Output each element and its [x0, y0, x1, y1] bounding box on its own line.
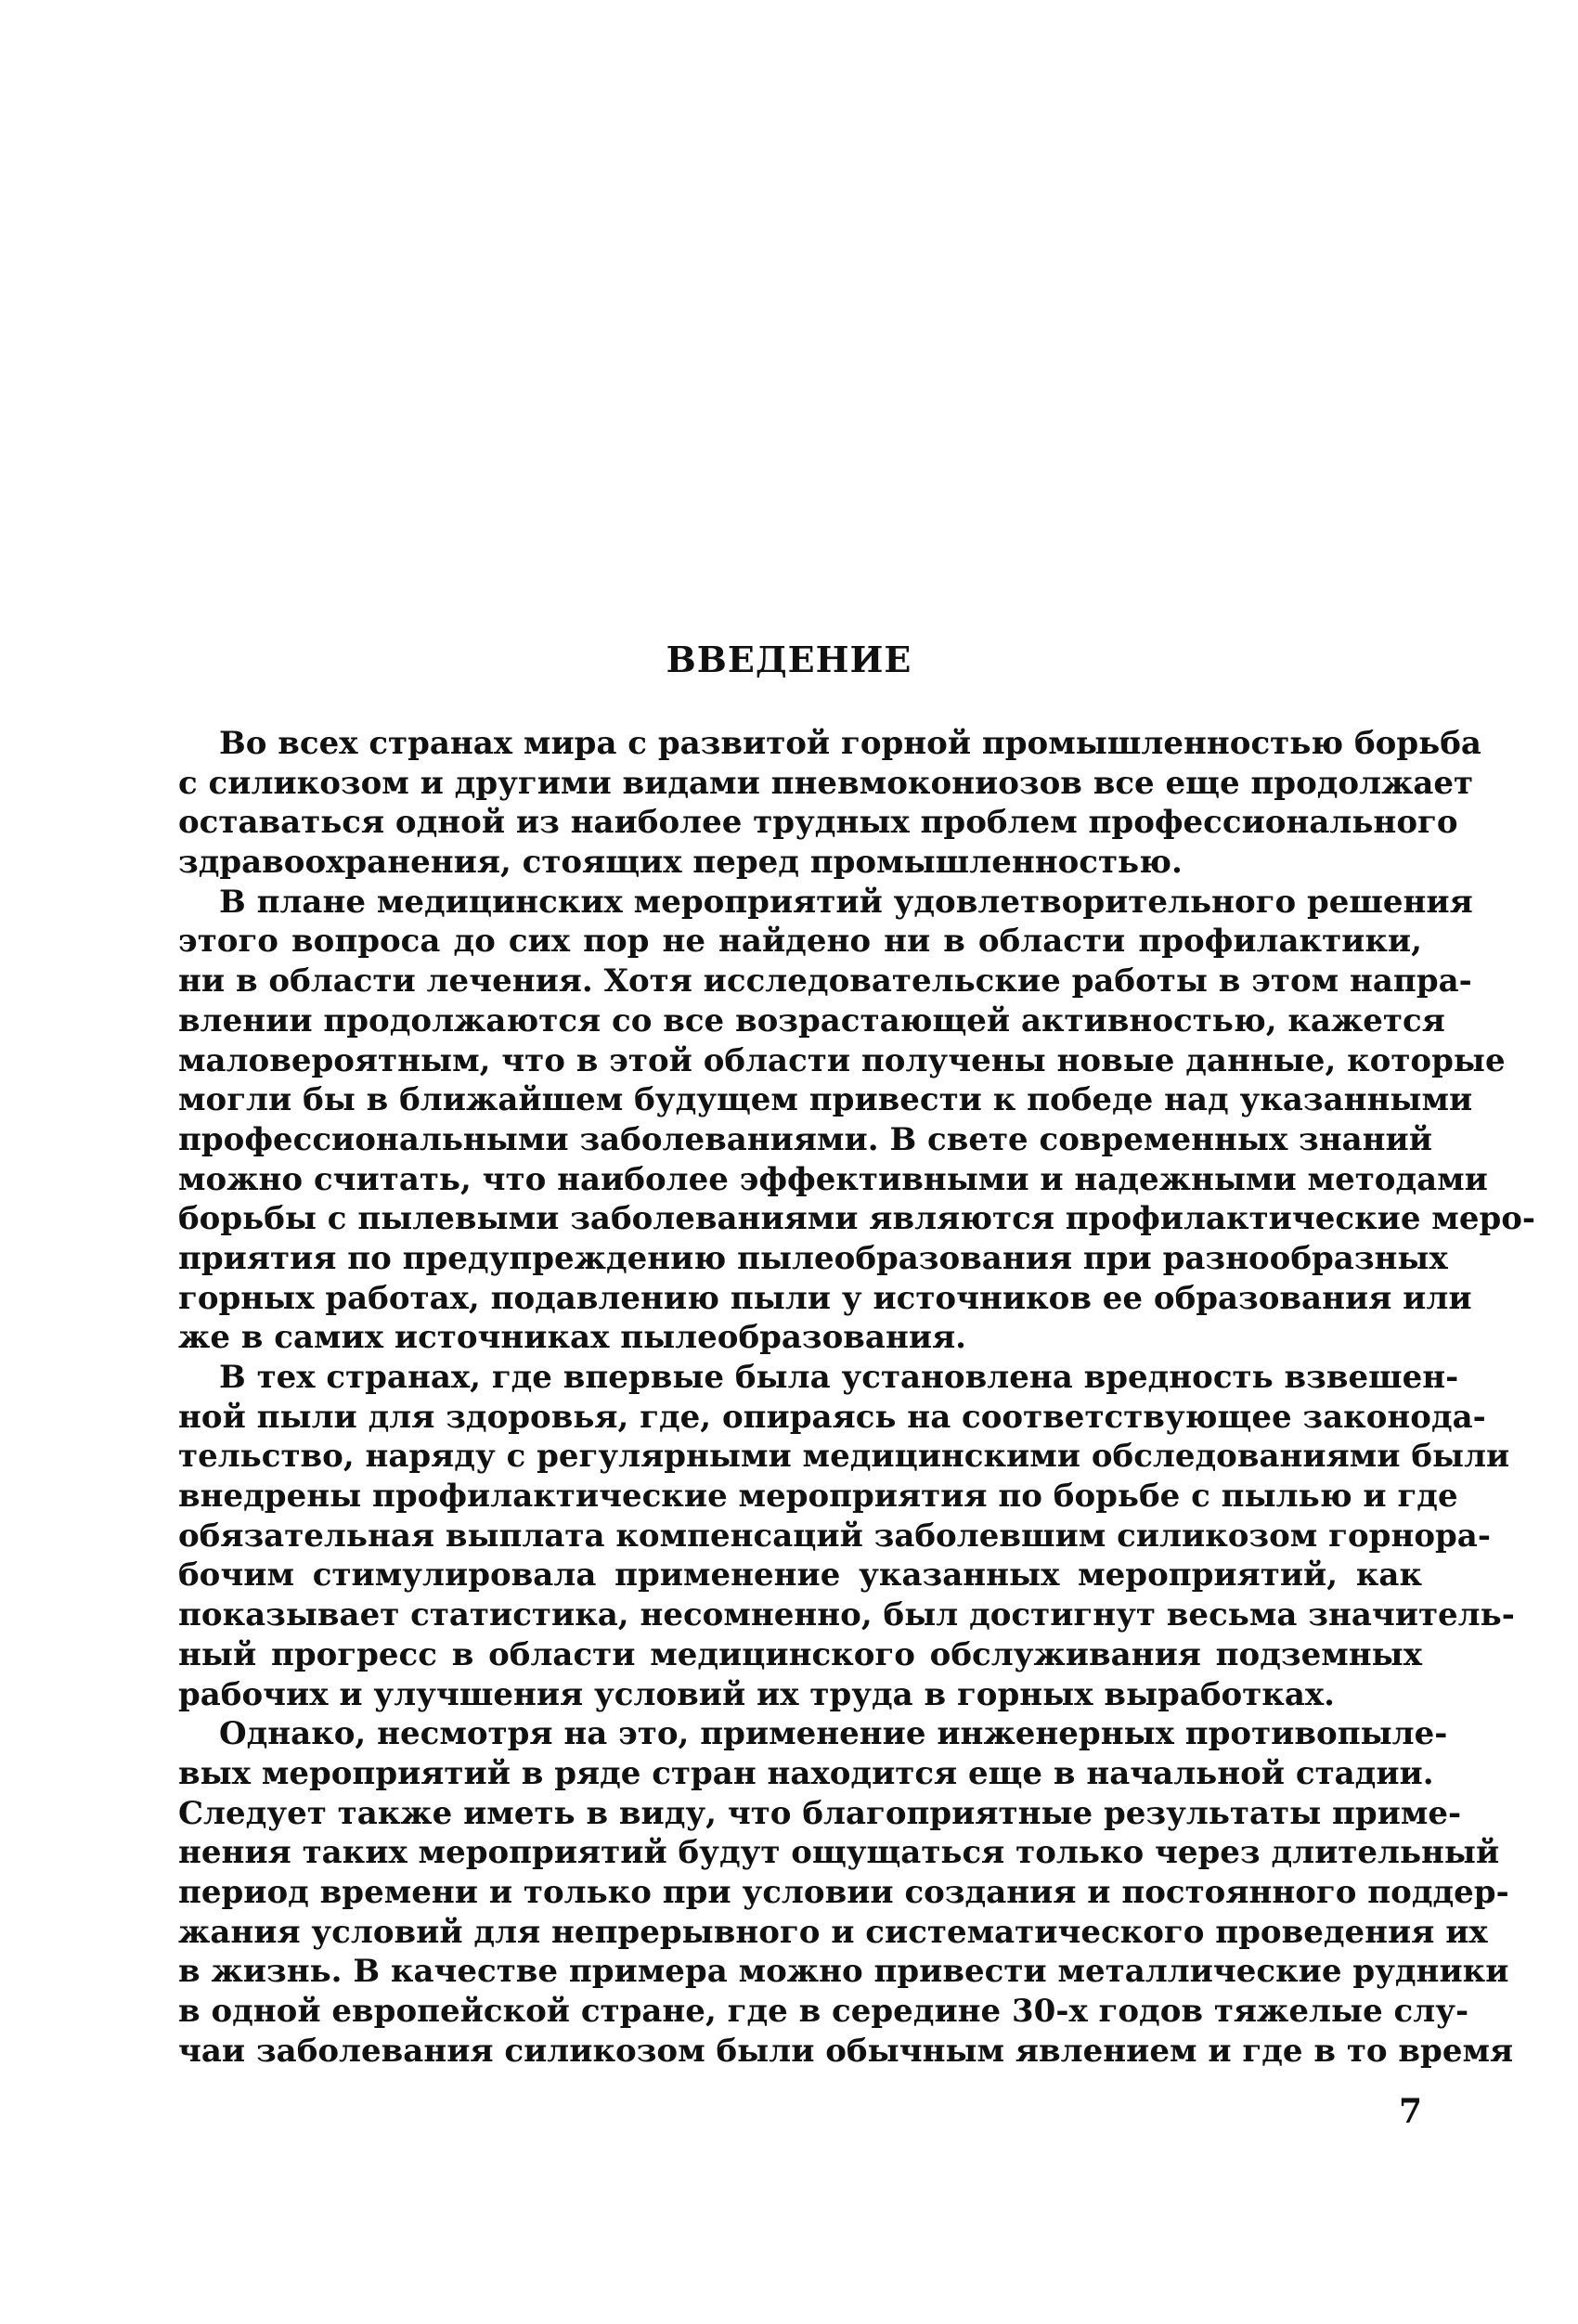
paragraph-3-line-5: обязательная выплата компенсаций заболевшим силикозом горнора-	[178, 1517, 1491, 1555]
paragraph-4-line-4: нения таких мероприятий будут ощущаться только через длительный	[178, 1834, 1500, 1872]
paragraph-2-line-8: можно считать, что наиболее эффективными и надежными методами	[178, 1160, 1488, 1198]
chapter-title: ВВЕДЕНИЕ	[666, 639, 912, 680]
paragraph-2-line-1: В плане медицинских мероприятий удовлетворительного решения	[219, 883, 1473, 921]
paragraph-2-line-10: приятия по предупреждению пылеобразования при разнообразных	[178, 1239, 1448, 1277]
paragraph-2-line-6: могли бы в ближайшем будущем привести к победе над указанными	[178, 1081, 1473, 1119]
paragraph-3-line-9: рабочих и улучшения условий их труда в горных выработках.	[178, 1675, 1335, 1713]
paragraph-4-line-1: Однако, несмотря на это, применение инженерных противопыле-	[219, 1715, 1448, 1753]
paragraph-2-line-12: же в самих источниках пылеобразования.	[178, 1319, 967, 1357]
paragraph-3-line-3: тельство, наряду с регулярными медицинскими обследованиями были	[178, 1438, 1510, 1476]
paragraph-3-line-4: внедрены профилактические мероприятия по борьбе с пылью и где	[178, 1478, 1458, 1516]
paragraph-4-line-8: в одной европейской стране, где в середине 30-х годов тяжелые слу-	[178, 1993, 1469, 2030]
paragraph-3-line-1: В тех странах, где впервые была установлена вредность взвешен-	[219, 1359, 1459, 1396]
page-number: 7	[1398, 2092, 1422, 2131]
paragraph-2-line-5: маловероятным, что в этой области получены новые данные, которые	[178, 1041, 1506, 1079]
body-text	[178, 724, 1536, 2071]
paragraph-2-line-11: горных работах, подавлению пыли у источников ее образования или	[178, 1279, 1472, 1317]
paragraph-4-line-7: в жизнь. В качестве примера можно привести металлические рудники	[178, 1953, 1509, 1991]
paragraph-4-line-3: Следует также иметь в виду, что благоприятные результаты приме-	[178, 1794, 1462, 1832]
paragraph-2-line-4: влении продолжаются со все возрастающей активностью, кажется	[178, 1001, 1445, 1039]
paragraph-1-line-1: Во всех странах мира с развитой горной промышленностью борьба	[219, 725, 1481, 762]
paragraph-4-line-2: вых мероприятий в ряде стран находится еще в начальной стадии.	[178, 1754, 1434, 1792]
paragraph-4-line-9: чаи заболевания силикозом были обычным явлением и где в то время	[178, 2032, 1514, 2070]
paragraph-1-line-3: оставаться одной из наиболее трудных проблем профессионального	[178, 804, 1458, 842]
paragraph-2-line-2: этого вопроса до сих пор не найдено ни в области профилактики,	[178, 923, 1422, 961]
paragraph-3-line-2: ной пыли для здоровья, где, опираясь на соответствующее законода-	[178, 1398, 1486, 1436]
paragraph-3-line-8: ный прогресс в области медицинского обслуживания подземных	[178, 1635, 1422, 1673]
paragraph-2-line-3: ни в области лечения. Хотя исследовательские работы в этом напра-	[178, 962, 1472, 1001]
paragraph-3-line-7: показывает статистика, несомненно, был достигнут весьма значитель-	[178, 1596, 1515, 1634]
paragraph-1-line-2: с силикозом и другими видами пневмокониозов все еще продолжает	[178, 764, 1474, 802]
paragraph-4-line-6: жания условий для непрерывного и систематического проведения их	[178, 1913, 1488, 1951]
paragraph-3-line-6: бочим стимулировала применение указанных мероприятий, как	[178, 1556, 1422, 1595]
paragraph-2-line-7: профессиональными заболеваниями. В свете современных знаний	[178, 1120, 1432, 1158]
paragraph-2-line-9: борьбы с пылевыми заболеваниями являются профилактические меро-	[178, 1200, 1536, 1238]
paragraph-4-line-5: период времени и только при условии создания и постоянного поддер-	[178, 1873, 1509, 1911]
paragraph-1-line-4: здравоохранения, стоящих перед промышленностью.	[178, 844, 1183, 882]
